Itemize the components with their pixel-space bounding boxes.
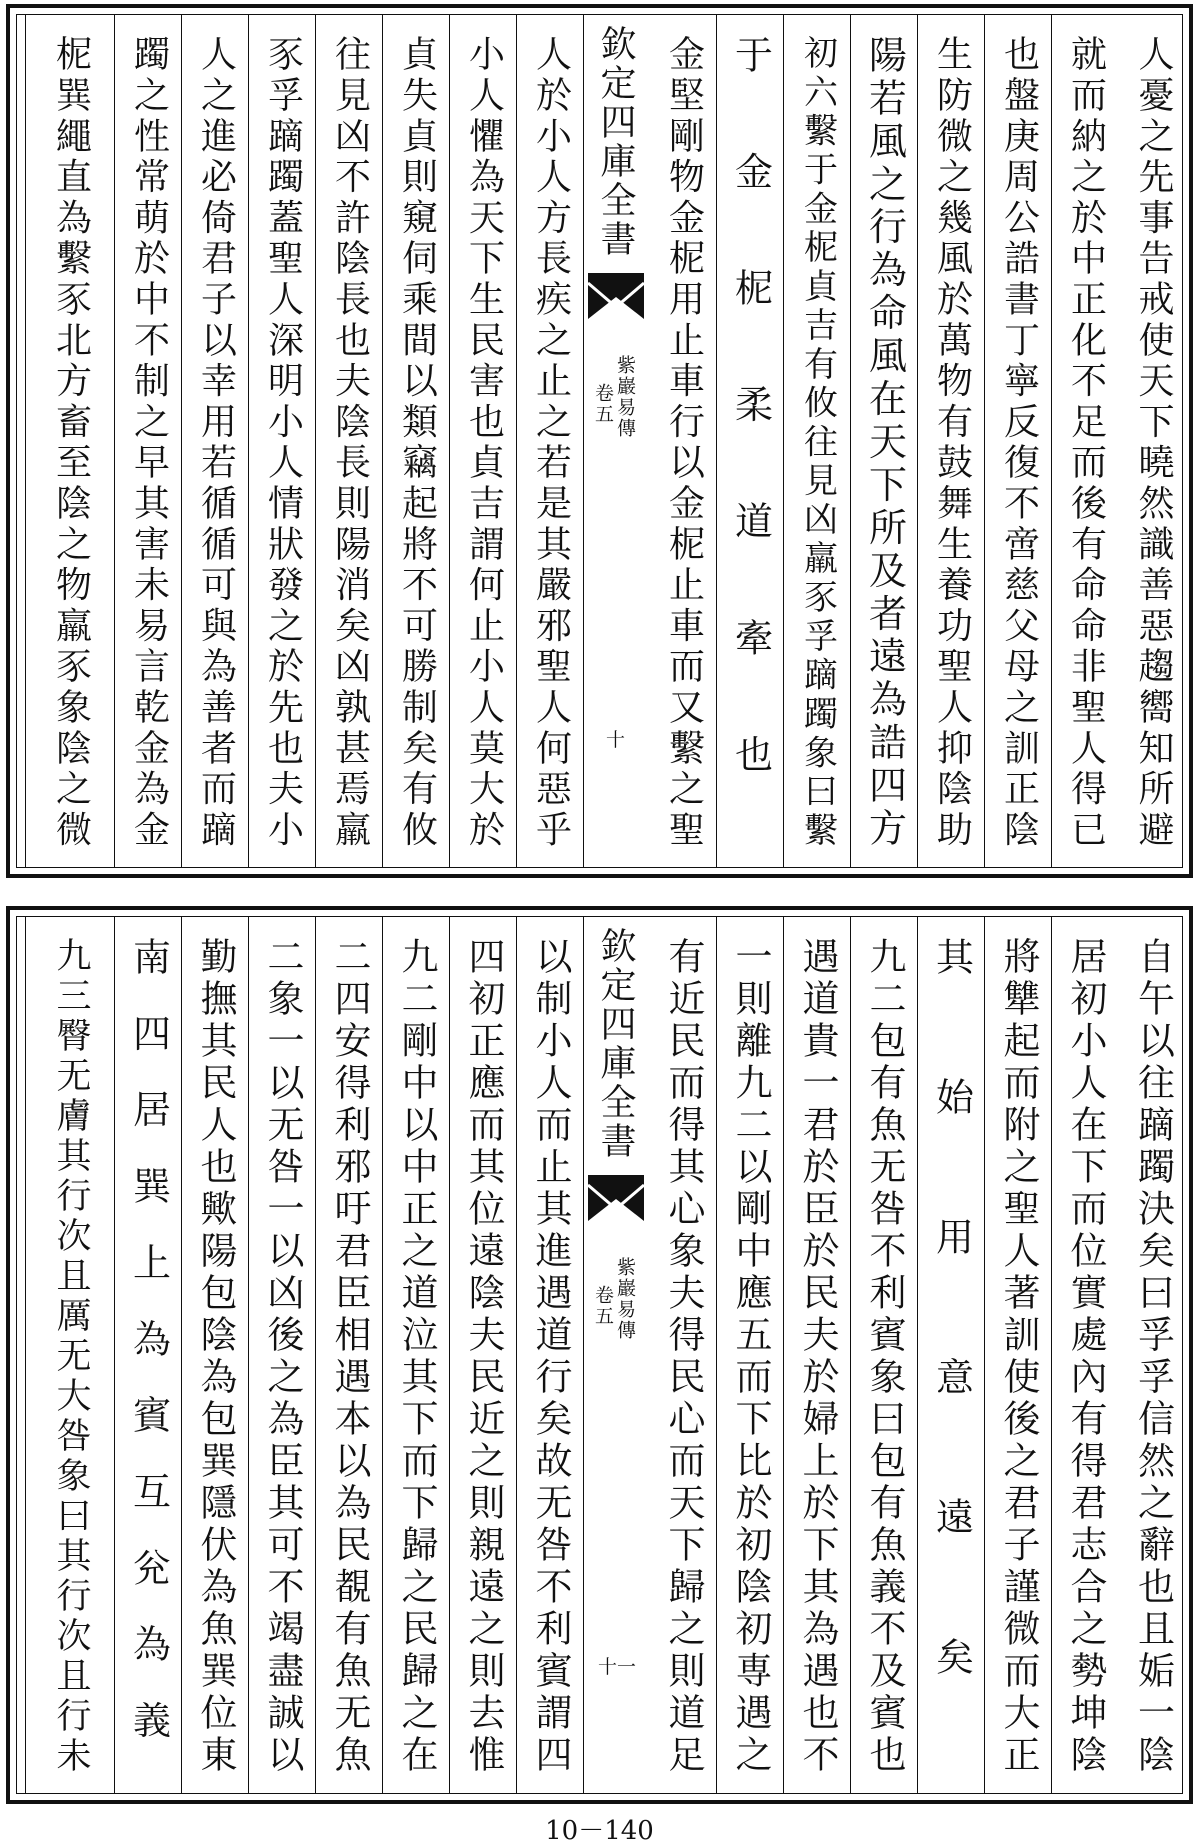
text-column: [25, 15, 115, 867]
text-column: [649, 15, 717, 867]
bottom-page-frame: [16, 916, 1183, 1794]
text-column: [984, 917, 1052, 1793]
page-number: 十: [606, 729, 626, 751]
text-column: [114, 917, 182, 1793]
column-text: 二象一以无咎一以凶後之為臣其可不竭盡誠以: [261, 937, 304, 1777]
fish-tail-icon: [586, 1169, 646, 1227]
column-text: 就而納之於中正化不足而後有命命非聖人得已: [1065, 35, 1107, 851]
text-column: [850, 917, 918, 1793]
column-text: 勤撫其民人也歟陽包陰為包巽隱伏為魚巽位東: [194, 937, 237, 1777]
text-column: [649, 917, 717, 1793]
column-text: 四初正應而其位遠陰夫民近之則親遠之則去惟: [462, 937, 505, 1777]
text-column: [1051, 917, 1119, 1793]
column-text: 柅巽繩直為繫豕北方畜至陰之物羸豕象陰之微: [50, 35, 92, 851]
book-subtitle: 紫巖易傳: [614, 1257, 636, 1341]
column-text: 其始用意遠矣: [929, 937, 974, 1777]
column-text: 于金柅柔道牽也: [728, 35, 773, 851]
text-column: [917, 917, 985, 1793]
text-column: [783, 15, 851, 867]
column-text: 初六繫于金柅貞吉有攸往見凶羸豕孚蹢躅象曰繫: [797, 35, 838, 851]
column-text: 自午以往蹢躅決矣曰孚孚信然之辭也且姤一陰: [1131, 937, 1175, 1777]
column-text: 南四居巽上為賓互兊為義: [126, 937, 171, 1777]
text-column: [181, 917, 249, 1793]
text-column: [1051, 15, 1119, 867]
text-column: [315, 917, 383, 1793]
book-subtitle: 紫巖易傳: [614, 355, 636, 439]
column-text: 一則離九二以剛中應五而下比於初陰初専遇之: [729, 937, 772, 1777]
text-column: [917, 15, 985, 867]
text-column: [382, 15, 450, 867]
text-column: [449, 917, 517, 1793]
column-text: 遇道貴一君於臣於民夫於婦上於下其為遇也不: [796, 937, 839, 1777]
top-page: [6, 4, 1193, 878]
column-text: 小人懼為天下生民害也貞吉謂何止小人莫大於: [463, 35, 505, 851]
volume-label: 卷五: [592, 1285, 614, 1327]
column-text: 九二包有魚无咎不利賓象曰包有魚義不及賓也: [863, 937, 906, 1777]
center-fold: [583, 917, 650, 1793]
text-column: [716, 917, 784, 1793]
column-text: 生防微之幾風於萬物有鼓舞生養功聖人抑陰助: [931, 35, 973, 851]
column-text: 人憂之先事告戒使天下曉然識善惡趨嚮知所避: [1133, 35, 1174, 851]
top-page-frame: [16, 14, 1183, 868]
text-column: [382, 917, 450, 1793]
text-column: [315, 15, 383, 867]
text-column: [248, 917, 316, 1793]
page-number: 十一: [598, 1656, 637, 1678]
book-title: 欽定四庫全書: [595, 927, 636, 1161]
column-text: 二四安得利邪吁君臣相遇本以為民覩有魚无魚: [328, 937, 371, 1777]
bottom-page: [6, 906, 1193, 1804]
text-column: [1118, 15, 1188, 867]
text-column: [716, 15, 784, 867]
column-text: 人之進必倚君子以幸用若循循可與為善者而蹢: [195, 35, 237, 851]
text-column: [248, 15, 316, 867]
text-column: [1118, 917, 1188, 1793]
page-footer-label: 10－140: [545, 1816, 654, 1846]
column-text: 躅之性常萌於中不制之早其害未易言乾金為金: [128, 35, 170, 851]
text-column: [984, 15, 1052, 867]
text-column: [850, 15, 918, 867]
column-text: 豕孚蹢躅蓋聖人深明小人情狀發之於先也夫小: [262, 35, 304, 851]
column-text: 往見凶不許陰長也夫陰長則陽消矣凶孰甚焉羸: [329, 35, 371, 851]
text-column: [783, 917, 851, 1793]
column-text: 將犨起而附之聖人著訓使後之君子謹微而大正: [997, 937, 1040, 1777]
column-text: 九三臀无膚其行次且厲无大咎象曰其行次且行未: [51, 937, 91, 1777]
text-column: [516, 15, 584, 867]
volume-label: 卷五: [592, 383, 614, 425]
column-text: 居初小人在下而位實處內有得君志合之勢坤陰: [1064, 937, 1107, 1777]
column-text: 以制小人而止其進遇道行矣故无咎不利賓謂四: [529, 937, 572, 1777]
column-text: 金堅剛物金柅用止車行以金柅止車而又繫之聖: [663, 35, 705, 851]
center-fold: [583, 15, 650, 867]
text-column: [25, 917, 115, 1793]
text-column: [516, 917, 584, 1793]
text-column: [181, 15, 249, 867]
book-title: 欽定四庫全書: [595, 25, 636, 259]
text-column: [449, 15, 517, 867]
column-text: 陽若風之行為命風在天下所及者遠為誥四方: [862, 35, 907, 851]
text-column: [114, 15, 182, 867]
column-text: 也盤庚周公誥書丁寧反復不啻慈父母之訓正陰: [998, 35, 1040, 851]
column-text: 人於小人方長疾之止之若是其嚴邪聖人何惡乎: [530, 35, 572, 851]
fish-tail-icon: [586, 267, 646, 325]
column-text: 有近民而得其心象夫得民心而天下歸之則道足: [662, 937, 705, 1777]
column-text: 貞失貞則窺伺乘間以類竊起將不可勝制矣有攸: [396, 35, 438, 851]
column-text: 九二剛中以中正之道泣其下而下歸之民歸之在: [395, 937, 438, 1777]
